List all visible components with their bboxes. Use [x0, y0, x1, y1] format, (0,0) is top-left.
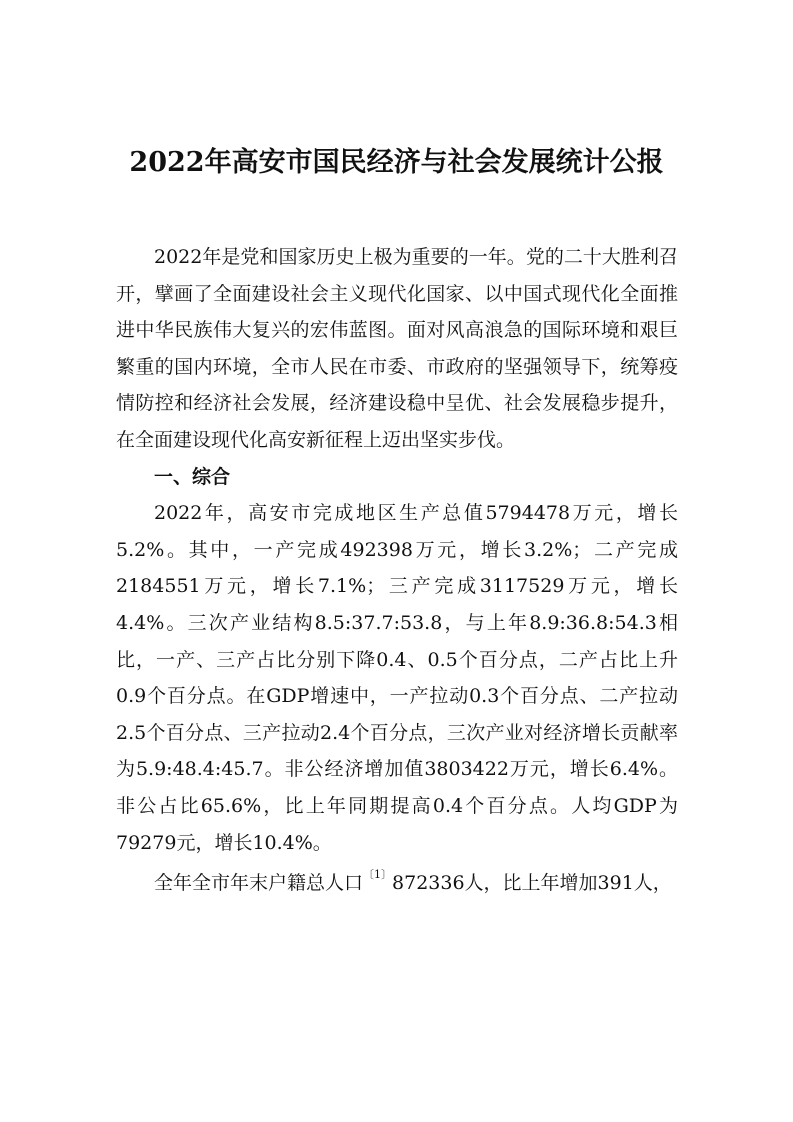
population-text-before: 全年全市年末户籍总人口	[154, 872, 364, 895]
page-title: 2022年高安市国民经济与社会发展统计公报	[129, 147, 664, 178]
population-text-after: 872336人，比上年增加391人，	[392, 872, 672, 895]
section-heading-general: 一、综合	[154, 465, 231, 488]
gdp-paragraph: 2022年，高安市完成地区生产总值5794478万元，增长5.2%。其中，一产完成492398万元，增长3.2%；二产完成2184551万元，增长7.1%；三产完成3117529万元，增长4.4%。三次产业结构8.5:37.7:53.8，与上年8.9:36.8:54.3相比，一产、三产占比分别下降0.4、0.5个百分点，二产占比上升0.9个百分点。在GDP增速中，一产拉动0.3个百分点、二产拉动2.5个百分点、三产拉动2.4个百分点，三次产业对经济增长贡献率为5.9:48.4:45.7。非公经济增加值3803422万元，增长6.4%。非公占比65.6%，比上年同期提高0.4个百分点。人均GDP为79279元，增长10.4%。	[116, 502, 678, 854]
document-body	[116, 239, 678, 902]
intro-paragraph: 2022年是党和国家历史上极为重要的一年。党的二十大胜利召开，擘画了全面建设社会主义现代化国家、以中国式现代化全面推进中华民族伟大复兴的宏伟蓝图。面对风高浪急的国际环境和艰巨繁重的国内环境，全市人民在市委、市政府的坚强领导下，统筹疫情防控和经济社会发展，经济建设稳中呈优、社会发展稳步提升，在全面建设现代化高安新征程上迈出坚实步伐。	[116, 246, 678, 451]
population-paragraph	[116, 865, 678, 902]
footnote-marker[interactable]: 〔1〕	[363, 868, 393, 882]
